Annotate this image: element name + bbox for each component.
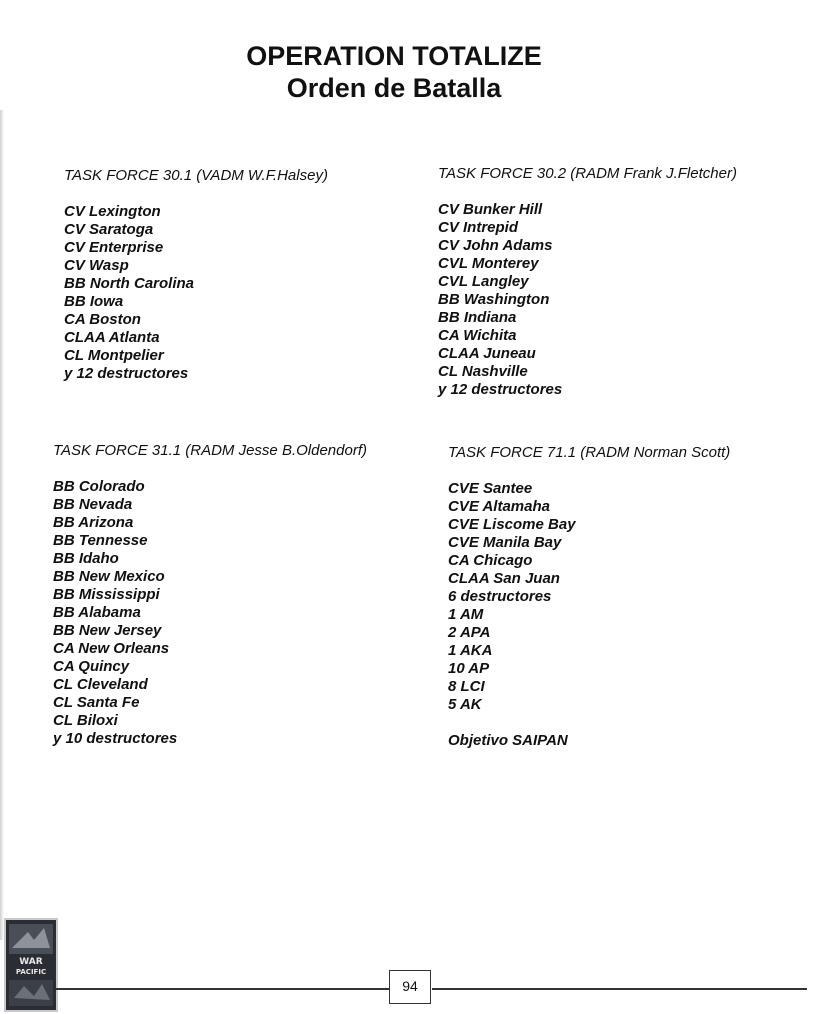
unit-item: 8 LCI xyxy=(448,678,485,695)
unit-item: CL Montpelier xyxy=(64,347,164,364)
unit-list xyxy=(53,478,367,748)
unit-item: BB New Jersey xyxy=(53,622,162,639)
unit-item: 6 destructores xyxy=(448,588,552,605)
task-force-30-2 xyxy=(438,165,737,399)
unit-item: CL Nashville xyxy=(438,363,528,380)
unit-item: CVL Langley xyxy=(438,273,529,290)
unit-item: CVE Santee xyxy=(448,480,533,497)
unit-item: CVE Manila Bay xyxy=(448,534,562,551)
unit-item: CVE Liscome Bay xyxy=(448,516,576,533)
unit-item: BB Iowa xyxy=(64,293,124,310)
unit-item: CV John Adams xyxy=(438,237,553,254)
unit-list xyxy=(448,480,730,714)
unit-item: BB North Carolina xyxy=(64,275,195,292)
unit-item: CV Intrepid xyxy=(438,219,519,236)
unit-item: CA Wichita xyxy=(438,327,517,344)
unit-item: BB Nevada xyxy=(53,496,133,513)
unit-item: CV Lexington xyxy=(64,203,161,220)
title-line-1: OPERATION TOTALIZE xyxy=(246,41,542,71)
task-force-71-1 xyxy=(448,444,730,750)
spacer xyxy=(448,714,730,732)
unit-item: BB Mississippi xyxy=(53,586,160,603)
unit-item: 2 APA xyxy=(448,624,491,641)
unit-item: 1 AM xyxy=(448,606,484,623)
footer-rule-left xyxy=(56,988,389,990)
page-edge-shadow xyxy=(0,110,4,940)
unit-item: CA Chicago xyxy=(448,552,533,569)
unit-item: CA Quincy xyxy=(53,658,130,675)
unit-list xyxy=(64,203,328,383)
unit-item: BB Colorado xyxy=(53,478,145,495)
unit-item: CV Bunker Hill xyxy=(438,201,543,218)
unit-item: CVE Altamaha xyxy=(448,498,550,515)
title-line-2: Orden de Batalla xyxy=(286,73,502,103)
unit-item: CA Boston xyxy=(64,311,141,328)
unit-item: CA New Orleans xyxy=(53,640,170,657)
unit-item: y 10 destructores xyxy=(53,730,178,747)
unit-item: CVL Monterey xyxy=(438,255,539,272)
task-force-heading: TASK FORCE 71.1 (RADM Norman Scott) xyxy=(448,444,731,461)
task-force-heading: TASK FORCE 31.1 (RADM Jesse B.Oldendorf) xyxy=(53,442,367,459)
unit-item: 1 AKA xyxy=(448,642,493,659)
unit-list xyxy=(438,201,737,399)
task-force-heading: TASK FORCE 30.2 (RADM Frank J.Fletcher) xyxy=(438,165,737,182)
game-box-icon xyxy=(4,918,58,1012)
unit-item: BB Indiana xyxy=(438,309,517,326)
unit-item: CL Cleveland xyxy=(53,676,148,693)
unit-item: CLAA Juneau xyxy=(438,345,536,362)
boxart-text-2: PACIFIC xyxy=(15,968,47,976)
unit-item: BB New Mexico xyxy=(53,568,165,585)
unit-item: CLAA Atlanta xyxy=(64,329,160,346)
unit-item: BB Washington xyxy=(438,291,550,308)
unit-item: 5 AK xyxy=(448,696,482,713)
unit-item: CV Saratoga xyxy=(64,221,154,238)
unit-item: 10 AP xyxy=(448,660,490,677)
unit-item: CLAA San Juan xyxy=(448,570,560,587)
page-title xyxy=(0,40,788,104)
objective-text: Objetivo SAIPAN xyxy=(448,732,568,749)
unit-item: CV Wasp xyxy=(64,257,129,274)
page-number: 94 xyxy=(389,970,431,1004)
footer-rule-right xyxy=(432,988,807,990)
unit-item: CL Biloxi xyxy=(53,712,118,729)
boxart-text-1: WAR xyxy=(19,957,43,967)
unit-item: CV Enterprise xyxy=(64,239,164,256)
unit-item: BB Arizona xyxy=(53,514,134,531)
task-force-31-1 xyxy=(53,442,367,748)
unit-item: BB Tennesse xyxy=(53,532,148,549)
unit-item: CL Santa Fe xyxy=(53,694,140,711)
unit-item: y 12 destructores xyxy=(438,381,563,398)
unit-item: BB Idaho xyxy=(53,550,119,567)
unit-item: y 12 destructores xyxy=(64,365,189,382)
task-force-heading: TASK FORCE 30.1 (VADM W.F.Halsey) xyxy=(64,167,328,184)
unit-item: BB Alabama xyxy=(53,604,141,621)
task-force-30-1 xyxy=(64,167,328,383)
